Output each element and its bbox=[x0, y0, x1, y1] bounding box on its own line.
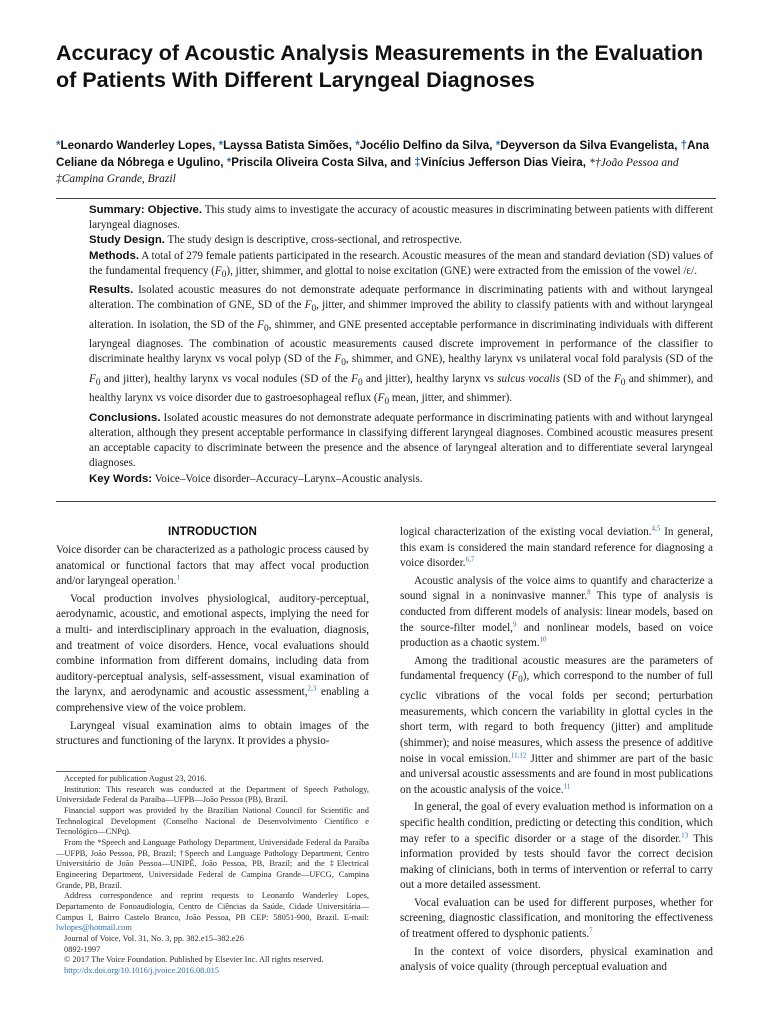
author-affiliation: *†João Pessoa and ‡Campina Grande, Brazil bbox=[56, 156, 679, 185]
author-entry bbox=[496, 139, 681, 152]
body-paragraph: Laryngeal visual examination aims to obtain images of the structures and functioning of the larynx. It provides a physio- bbox=[56, 719, 369, 748]
summary-label: Summary: bbox=[89, 204, 145, 216]
methods-label: Methods. bbox=[89, 249, 139, 262]
author-affiliation-mark: * bbox=[56, 139, 61, 152]
author-affiliation-mark: * bbox=[355, 139, 360, 152]
conclusions-label: Conclusions. bbox=[89, 411, 161, 424]
email-link[interactable]: lwlopes@hotmail.com bbox=[56, 923, 132, 933]
author-name: Ana Celiane da Nóbrega e Ugulino bbox=[56, 139, 710, 169]
author-separator: , bbox=[582, 155, 590, 169]
body-column-right bbox=[400, 525, 713, 978]
author-name: Deyverson da Silva Evangelista bbox=[500, 139, 675, 152]
abstract-conclusions bbox=[89, 411, 713, 472]
article-title: Accuracy of Acoustic Analysis Measurements in the Evaluation of Patients With Different Laryngeal Diagnoses bbox=[56, 41, 704, 92]
author-entry bbox=[219, 139, 356, 152]
author-entry bbox=[227, 156, 415, 169]
body-paragraph: Vocal evaluation can be used for different purposes, whether for screening, diagnostic classification, and monitoring the effectiveness of treatment offered to dysphonic patients.$^7$ bbox=[400, 896, 713, 941]
body-paragraph: logical characterization of the existing vocal deviation.$^{4,5}$ In general, this exam is considered the main standard reference for diagnosing a voice disorder.$^{6,7}$ bbox=[400, 524, 713, 570]
author-separator: , bbox=[220, 155, 227, 169]
abstract-methods bbox=[89, 249, 713, 284]
journal-info-line: © 2017 The Voice Foundation. Published by Elsevier Inc. All rights reserved. bbox=[64, 955, 324, 965]
abstract-results bbox=[89, 283, 713, 411]
body-column-left bbox=[56, 524, 369, 752]
body-paragraph: In the context of voice disorders, physical examination and analysis of voice quality (through perceptual evaluation and bbox=[400, 945, 713, 974]
objective-text: This study aims to investigate the accuracy of acoustic measures in discriminating between patients with different laryngeal diagnoses. bbox=[89, 204, 713, 232]
footnote-paragraph: Institution: This research was conducted at the Department of Speech Pathology, Universidade Federal da Paraíba—UFPB—João Pessoa (PB), Brazil. bbox=[56, 784, 369, 805]
author-name: Jocélio Delfino da Silva bbox=[359, 139, 490, 152]
footnote-correspondence bbox=[56, 891, 369, 934]
author-separator: , bbox=[348, 139, 356, 152]
keywords-label: Key Words: bbox=[89, 472, 153, 485]
author-separator: , bbox=[212, 139, 219, 152]
methods-text: A total of 279 female patients participated in the research. Acoustic measures of the mean and standard deviation (SD) values of the fundamental frequency $(F_0)$, jitter, shimmer, and glottal to noise excitation (GNE) were extracted from the emission of the vowel /ε/. bbox=[89, 249, 713, 281]
author-separator: , bbox=[489, 139, 496, 152]
abstract-objective bbox=[89, 203, 713, 233]
design-label: Study Design. bbox=[89, 234, 165, 247]
author-entry bbox=[355, 139, 495, 152]
footnote-paragraph: Accepted for publication August 23, 2016. bbox=[64, 774, 207, 783]
abstract-keywords bbox=[89, 472, 713, 487]
conclusions-text: Isolated acoustic measures do not demonstrate adequate performance in discriminating patients with and without laryngeal alteration, although they present acceptable performance in classifying different laryngeal diagnoses. Combined acoustic measures present an acceptable capacity to discriminate between the presence and the absence of laryngeal alteration and to differentiate several laryngeal diagnoses. bbox=[89, 411, 713, 470]
results-label: Results. bbox=[89, 284, 134, 297]
footnotes bbox=[56, 774, 369, 976]
author-affiliation-mark: * bbox=[218, 139, 224, 152]
author-entry bbox=[414, 156, 589, 169]
author-separator: , and bbox=[383, 155, 415, 169]
design-text: The study design is descriptive, cross-sectional, and retrospective. bbox=[167, 234, 463, 247]
journal-info-line: 0892-1997 bbox=[64, 944, 101, 954]
abstract-bottom-rule bbox=[56, 501, 716, 502]
body-paragraph: Among the traditional acoustic measures are the parameters of fundamental frequency $(F_0)$, which correspond to the number of full cyclic vibrations of the vocal folds per second; perturbation measurements, which concern the variability in glottal cycles in the short term, with regard to both frequency (jitter) and amplitude (shimmer); and noise measures, which assess the presence of additive noise in vocal emission.$^{11,12}$ Jitter and shimmer are part of the basic and universal acoustic assessments and are found in most publications on the acoustic analysis of the voice.$^{11}$ bbox=[400, 654, 713, 796]
objective-label: Objective. bbox=[147, 204, 203, 216]
body-paragraph: Vocal production involves physiological, auditory-perceptual, aerodynamic, acoustic, and emotional aspects, implying the need for a multi- and interdisciplinary approach in the evaluation, diagnosis, and treatment of voice disorders. Hence, vocal evaluations should combine information from different domains, including data from auditory-perceptual analysis, self-assessment, visual examination of the larynx, and aerodynamic and acoustic assessment,$^{2,3}$ enabling a comprehensive view of the voice problem. bbox=[56, 592, 369, 714]
author-name: Priscila Oliveira Costa Silva bbox=[231, 155, 384, 169]
author-list bbox=[56, 138, 724, 188]
doi-line bbox=[56, 966, 369, 977]
author-name: Leonardo Wanderley Lopes bbox=[60, 139, 213, 152]
author-affiliation-mark: * bbox=[495, 139, 501, 152]
body-paragraph: Acoustic analysis of the voice aims to quantify and characterize a sound signal in a noninvasive manner.$^8$ This type of analysis is conducted from different models of analysis: linear models, based on the source-filter model,$^9$ and nonlinear models, based on voice production as a chaotic system.$^{10}$ bbox=[400, 574, 714, 650]
author-affiliation-mark: * bbox=[226, 155, 232, 169]
footnote-paragraph: Financial support was provided by the Brazilian National Council for Scientific and Technological Development (Conselho Nacional de Desenvolvimento Científico e Tecnológico—CNPq). bbox=[56, 805, 369, 837]
results-text: Isolated acoustic measures do not demonstrate adequate performance in discriminating patients with and without laryngeal alteration. The combination of GNE, SD of the $F_0$, jitter, and shimmer improved the ability to classify patients with and without laryngeal alteration. In isolation, the SD of the $F_0$, shimmer, and GNE presented acceptable performance in discriminating individuals with different laryngeal diagnoses. The combination of acoustic measurements caused discrete improvement in performance of the classifier to discriminate healthy larynx vs vocal polyp (SD of the $F_0$, shimmer, and GNE), healthy larynx vs unilateral vocal fold paralysis (SD of the $F_0$ and jitter), healthy larynx vs vocal nodules (SD of the $F_0$ and jitter), healthy larynx vs sulcus vocalis (SD of the $F_0$ and shimmer), and healthy larynx vs voice disorder due to gastroesophageal reflux ($F_0$ mean, jitter, and shimmer). bbox=[89, 284, 713, 408]
abstract-top-rule bbox=[56, 198, 716, 199]
body-paragraph: Voice disorder can be characterized as a pathologic process caused by anatomical or functional factors that may affect vocal production and/or laryngeal operation.$^1$ bbox=[56, 544, 369, 588]
author-name: Vinícius Jefferson Dias Vieira bbox=[420, 155, 583, 169]
footnote-paragraph: From the *Speech and Language Pathology Department, Universidade Federal da Paraíba—UFPB, João Pessoa, PB, Brazil; †Speech and Language Pathology Department, Centro Universitário de João Pessoa—UNIPÊ, João Pessoa, PB, Brazil; and the ‡Electrical Engineering Department, Universidade Federal de Campina Grande—UFCG, Campina Grande, PB, Brazil. bbox=[56, 837, 369, 890]
author-separator: , bbox=[674, 139, 681, 152]
abstract-design bbox=[89, 233, 713, 248]
doi-link[interactable]: http://dx.doi.org/10.1016/j.jvoice.2016.08.015 bbox=[64, 965, 220, 975]
section-heading-introduction: INTRODUCTION bbox=[168, 525, 257, 538]
correspondence-text: Address correspondence and reprint requests to Leonardo Wanderley Lopes, Departamento de Fonoaudiologia, Centro de Ciências da Saúde, Cidade Universitária—Campus I, Bairro Castelo Branco, João Pessoa, PB CEP: 58051-900, Brazil. E-mail: bbox=[56, 891, 369, 922]
author-affiliation-mark: ‡ bbox=[414, 155, 421, 169]
footnote-rule bbox=[56, 771, 146, 772]
body-paragraph: In general, the goal of every evaluation method is information on a specific health condition, predicting or detecting this condition, which may refer to a specific disorder or a stage of the disorder.$^{13}$ This information provided by tests should favor the correct decision making of clinicians, both in terms of intervention or referral to carry out a more detailed assessment. bbox=[400, 801, 714, 892]
journal-info-line: Journal of Voice, Vol. 31, No. 3, pp. 382.e15–382.e26 bbox=[64, 933, 244, 943]
author-name: Layssa Batista Simões bbox=[223, 139, 349, 152]
abstract bbox=[89, 203, 713, 487]
author-affiliation-mark: † bbox=[680, 139, 688, 152]
author-entry bbox=[56, 139, 219, 152]
keywords-text: Voice–Voice disorder–Accuracy–Larynx–Acoustic analysis. bbox=[154, 472, 423, 485]
